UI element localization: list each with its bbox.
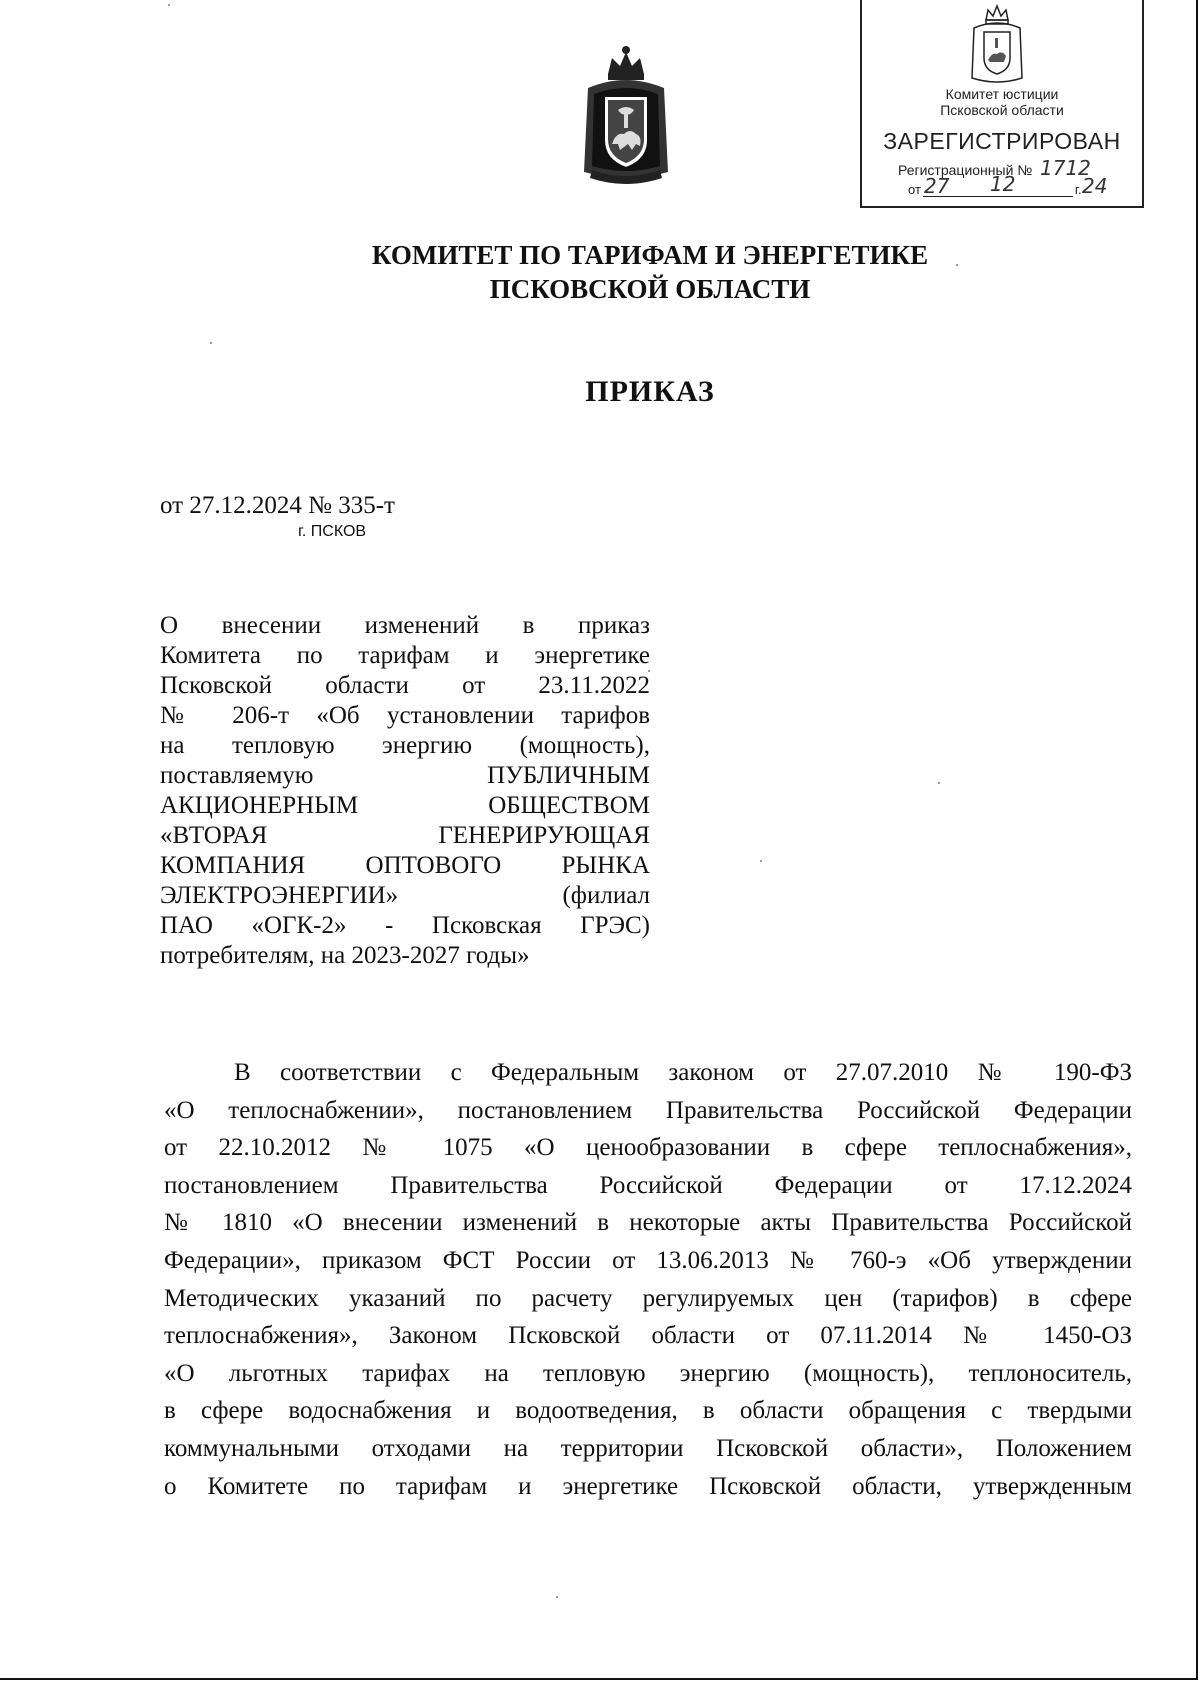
subject-line: АКЦИОНЕРНЫМ ОБЩЕСТВОМ [160, 792, 650, 819]
subject-line: КОМПАНИЯ ОПТОВОГО РЫНКА [160, 852, 650, 879]
scan-speck [938, 782, 940, 784]
order-subject [160, 611, 650, 971]
subject-line: на тепловую энергию (мощность), [160, 732, 650, 759]
handwritten-day: 27 [924, 174, 950, 198]
document-type: ПРИКАЗ [585, 375, 715, 408]
body-line: постановлением Правительства Российской Федерации от 17.12.2024 [164, 1171, 1132, 1199]
scan-speck [760, 860, 762, 862]
body-line: от 22.10.2012 № 1075 «О ценообразовании в сфере теплоснабжения», [164, 1134, 1132, 1162]
body-line: «О льготных тарифах на тепловую энергию (мощность), теплоноситель, [164, 1359, 1132, 1387]
subject-line: Псковской области от 23.11.2022 [160, 672, 650, 699]
handwritten-reg-number: 1712 [1040, 156, 1091, 180]
body-line: № 1810 «О внесении изменений в некоторые акты Правительства Российской [164, 1209, 1132, 1237]
organization-name [200, 238, 1100, 306]
stamp-reg-label: Регистрационный № [898, 162, 1033, 178]
subject-line: Комитета по тарифам и энергетике [160, 642, 650, 669]
stamp-status: ЗАРЕГИСТРИРОВАН [883, 128, 1121, 154]
scan-speck [556, 1596, 558, 1598]
subject-line: № 206-т «Об установлении тарифов [160, 702, 650, 729]
subject-line: «ВТОРАЯ ГЕНЕРИРУЮЩАЯ [160, 822, 650, 849]
scan-speck [210, 342, 212, 344]
body-line: теплоснабжения», Законом Псковской области от 07.11.2014 № 1450-ОЗ [164, 1322, 1132, 1350]
stamp-year-suffix: г. [1074, 182, 1082, 197]
body-line: В соответствии с Федеральным законом от 27.07.2010 № 190-ФЗ [234, 1059, 1132, 1086]
body-line: «О теплоснабжении», постановлением Правительства Российской Федерации [164, 1096, 1132, 1124]
organization-line2: ПСКОВСКОЙ ОБЛАСТИ [489, 274, 811, 304]
city: г. ПСКОВ [298, 523, 367, 540]
order-date-number: от 27.12.2024 № 335-т [160, 492, 395, 519]
pskov-coat-of-arms-icon [968, 4, 1026, 86]
body-line: о Комитете по тарифам и энергетике Псковской области, утвержденным [164, 1472, 1132, 1500]
pskov-coat-of-arms-icon [578, 44, 674, 188]
organization-line1: КОМИТЕТ ПО ТАРИФАМ И ЭНЕРГЕТИКЕ [371, 240, 929, 270]
body-line: Федерации», приказом ФСТ России от 13.06.2013 № 760-э «Об утверждении [164, 1246, 1132, 1274]
subject-line: О внесении изменений в приказ [160, 612, 650, 639]
stamp-org-line1: Комитет юстиции [945, 86, 1059, 102]
handwritten-month: 12 [990, 172, 1016, 196]
handwritten-year: 24 [1082, 174, 1108, 198]
scan-speck [168, 4, 170, 6]
body-line: в сфере водоснабжения и водоотведения, в области обращения с твердыми [164, 1397, 1132, 1425]
order-body [164, 1054, 1132, 1505]
subject-line: ЭЛЕКТРОЭНЕРГИИ» (филиал [160, 882, 650, 909]
scan-speck [956, 264, 958, 266]
subject-line: потребителям, на 2023-2027 годы» [160, 942, 530, 969]
stamp-date-prefix: от [908, 182, 921, 197]
body-line: Методических указаний по расчету регулируемых цен (тарифов) в сфере [164, 1284, 1132, 1312]
stamp-org-line2: Псковской области [940, 102, 1064, 118]
subject-line: ПАО «ОГК-2» - Псковская ГРЭС) [160, 912, 650, 939]
body-line: коммунальными отходами на территории Псковской области», Положением [164, 1434, 1132, 1462]
scan-speck [648, 670, 650, 672]
subject-line: поставляемую ПУБЛИЧНЫМ [160, 762, 650, 789]
